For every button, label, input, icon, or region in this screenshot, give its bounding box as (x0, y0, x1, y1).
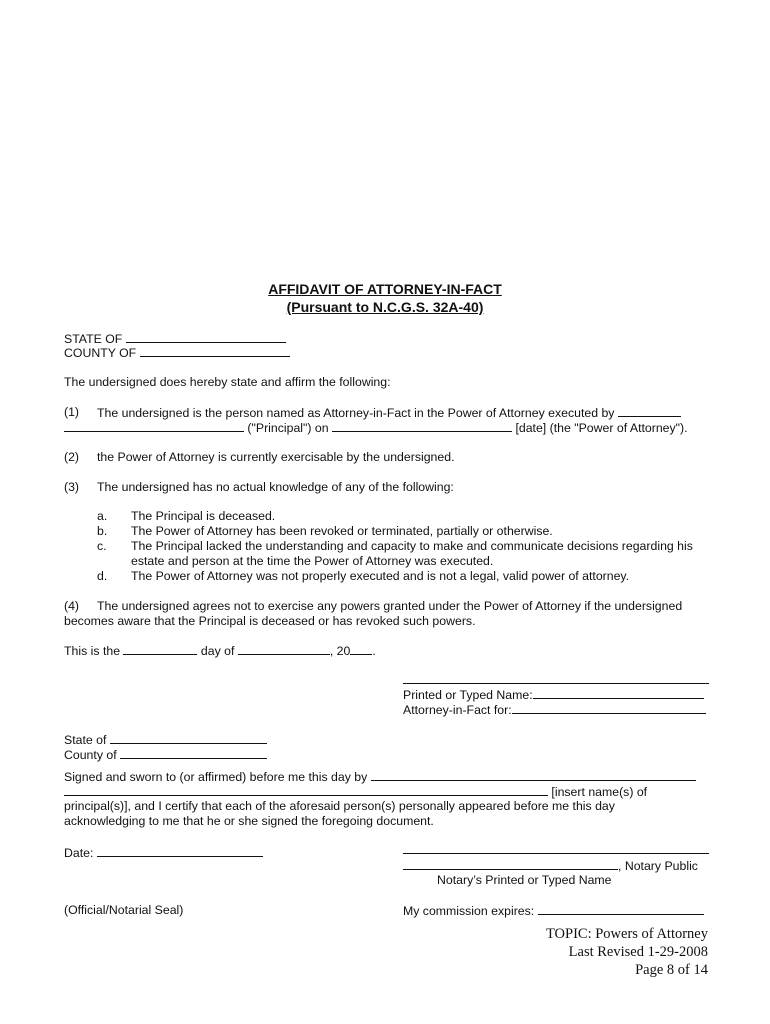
sworn-line1 (64, 769, 696, 785)
notary-date-field[interactable] (97, 845, 263, 857)
printed-name-line (403, 687, 704, 703)
principal-label: ("Principal") on (247, 421, 329, 435)
document-subtitle: (Pursuant to N.C.G.S. 32A-40) (286, 299, 484, 315)
notary-date-line (64, 845, 263, 861)
para1-text: The undersigned is the person named as Attorney-in-Fact in the Power of Attorney executed by (97, 406, 615, 420)
date-label: Date: (64, 846, 94, 860)
seal-label: (Official/Notarial Seal) (64, 903, 184, 917)
aif-label: Attorney-in-Fact for: (403, 703, 512, 717)
para1-line1 (97, 405, 681, 421)
insert-names-label: [insert name(s) of (551, 785, 648, 799)
notary-state-field[interactable] (110, 732, 267, 744)
month-field[interactable] (238, 643, 330, 655)
list-item-letter: a. (97, 509, 108, 523)
footer-topic: TOPIC: Powers of Attorney (545, 926, 708, 942)
day-of-label: day of (200, 644, 235, 658)
notary-public-label: , Notary Public (618, 859, 698, 873)
footer-revised: Last Revised 1-29-2008 (568, 944, 708, 960)
executor-field[interactable] (618, 405, 681, 417)
list-item-text: estate and person at the time the Power of Attorney was executed. (131, 554, 494, 568)
para3-text: The undersigned has no actual knowledge of any of the following: (97, 480, 454, 494)
notary-state-label: State of (64, 733, 107, 747)
state-of-field[interactable] (126, 331, 286, 343)
para3-number: (3) (64, 480, 80, 494)
commission-label: My commission expires: (403, 904, 535, 918)
county-of-field[interactable] (140, 345, 290, 357)
county-of-line (64, 345, 290, 361)
sworn-line3: acknowledging to me that he or she signed the foregoing document. (64, 814, 434, 828)
principal-names-field[interactable] (64, 784, 548, 796)
notary-public-line (403, 858, 698, 874)
para1-line2 (64, 420, 688, 436)
sworn-text: Signed and sworn to (or affirmed) before me this day by (64, 770, 368, 784)
list-item-letter: c. (97, 539, 107, 553)
date-suffix: [date] (the "Power of Attorney"). (515, 421, 688, 435)
poa-date-field[interactable] (332, 420, 512, 432)
commission-line (403, 903, 704, 919)
para4-number: (4) (64, 599, 80, 613)
notary-printed-label: Notary’s Printed or Typed Name (437, 873, 612, 887)
list-item-letter: b. (97, 524, 108, 538)
document-title: AFFIDAVIT OF ATTORNEY-IN-FACT (268, 281, 502, 297)
printed-name-field[interactable] (533, 687, 704, 699)
printed-name-label: Printed or Typed Name: (403, 688, 533, 702)
signature-line[interactable] (403, 683, 709, 684)
notary-county-label: County of (64, 748, 117, 762)
aif-line (403, 702, 706, 718)
notary-name-field[interactable] (403, 858, 618, 870)
state-of-label: STATE OF (64, 332, 123, 346)
footer-page-number: Page 8 of 14 (635, 962, 708, 978)
principal-name-field[interactable] (64, 420, 244, 432)
list-item-text: The Power of Attorney was not properly executed and is not a legal, valid power of attorney. (131, 569, 630, 583)
date-line-end: . (372, 644, 376, 658)
notary-signature-line[interactable] (403, 853, 709, 854)
intro-text: The undersigned does hereby state and affirm the following: (64, 375, 391, 389)
day-field[interactable] (123, 643, 197, 655)
para4-line1: The undersigned agrees not to exercise any powers granted under the Power of Attorney if the undersigned (97, 599, 683, 613)
year-label: , 20 (329, 644, 351, 658)
notary-county-line (64, 747, 267, 763)
para4-line2: becomes aware that the Principal is deceased or has revoked such powers. (64, 614, 476, 628)
para2-number: (2) (64, 450, 80, 464)
list-item-text: The Power of Attorney has been revoked or terminated, partially or otherwise. (131, 524, 553, 538)
sworn-line2: principal(s)], and I certify that each of the aforesaid person(s) personally appeared before me this day (64, 799, 615, 813)
para1-number: (1) (64, 405, 80, 419)
list-item-text: The Principal is deceased. (131, 509, 276, 523)
aif-field[interactable] (512, 702, 706, 714)
list-item-text: The Principal lacked the understanding and capacity to make and communicate decisions regarding his (131, 539, 693, 553)
sworn-insert-line (64, 784, 647, 800)
sworn-by-field[interactable] (371, 769, 696, 781)
date-line (64, 643, 376, 659)
list-item-letter: d. (97, 569, 108, 583)
para2-text: the Power of Attorney is currently exercisable by the undersigned. (97, 450, 455, 464)
county-of-label: COUNTY OF (64, 346, 137, 360)
this-is-the-label: This is the (64, 644, 121, 658)
notary-county-field[interactable] (120, 747, 267, 759)
commission-field[interactable] (538, 903, 704, 915)
notary-state-line (64, 732, 267, 748)
year-field[interactable] (350, 643, 372, 655)
